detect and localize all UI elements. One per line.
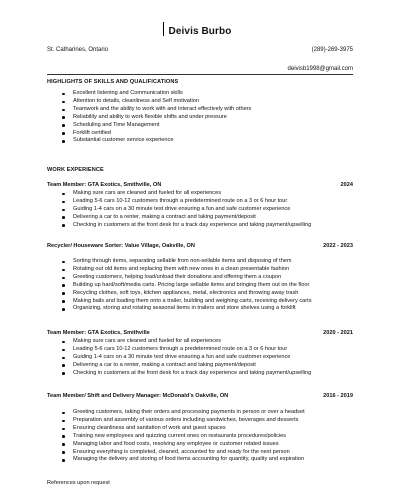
- list-item: Excellent listening and Communication skills: [60, 90, 360, 98]
- list-item: Teamwork and the ability to work with and interact effectively with others: [60, 106, 360, 114]
- phone-text: (289)-269-3975: [311, 47, 353, 53]
- contact-row: [47, 47, 353, 53]
- work-heading: WORK EXPERIENCE: [47, 167, 104, 173]
- list-item: Reliability and ability to work flexible shifts and under pressure: [60, 114, 360, 122]
- list-item: Managing the delivery and storing of food items accounting for quantity, quality and expiration: [60, 456, 360, 464]
- email-link[interactable]: deivisb1998@gmail.com: [287, 66, 353, 72]
- job-title: Team Member: GTA Exotics, Smithville, ON: [47, 182, 162, 188]
- job-header: [47, 243, 353, 249]
- list-item: Rotating out old items and replacing them with new ones in a clean presentable fashion: [60, 266, 360, 274]
- list-item: Checking in customers at the front desk for a track day experience and taking payment/upselling: [60, 370, 360, 378]
- job-duties-list: [60, 409, 360, 464]
- list-item: Ensuring cleanliness and sanitation of work and guest spaces: [60, 425, 360, 433]
- list-item: Making sure cars are cleaned and fueled for all experiences: [60, 338, 360, 346]
- list-item: Making bails and loading them onto a trailer, building and weighing carts, receiving delivery carts: [60, 298, 360, 306]
- job-duties-list: [60, 190, 360, 230]
- list-item: Forklift certified: [60, 130, 360, 138]
- list-item: Greeting customers, helping load/unload their donations and offering them a coupon: [60, 274, 360, 282]
- list-item: Delivering a car to a renter, making a contract and taking payment/deposit: [60, 214, 360, 222]
- list-item: Recycling clothes, soft toys, kitchen appliances, metal, electronics and throwing away trash: [60, 290, 360, 298]
- job-title: Team Member/ Shift and Delivery Manager: McDonald’s Oakville, ON: [47, 393, 229, 399]
- header-divider: [47, 74, 353, 75]
- list-item: Checking in customers at the front desk for a track day experience and taking payment/upselling: [60, 222, 360, 230]
- location-text: St. Catharines, Ontario: [47, 47, 109, 53]
- job-years: 2024: [340, 182, 353, 188]
- job-header: [47, 330, 353, 336]
- highlights-heading: HIGHLIGHTS OF SKILLS AND QUALIFICATIONS: [47, 79, 179, 85]
- list-item: Building up hard/soft/media carts. Pricing large sellable items and bringing them out on the floor: [60, 282, 360, 290]
- list-item: Delivering a car to a renter, making a contract and taking payment/deposit: [60, 362, 360, 370]
- list-item: Ensuring everything is completed, cleaned, accounted for and ready for the next person: [60, 449, 360, 457]
- list-item: Substantial customer service experience: [60, 137, 360, 145]
- list-item: Scheduling and Time Management: [60, 122, 360, 130]
- list-item: Leading 5-6 cars 10-12 customers through a predetermined route on a 3 or 6 hour tour: [60, 198, 360, 206]
- references-note: References upon request: [47, 480, 110, 486]
- job-duties-list: [60, 258, 360, 313]
- job-header: [47, 393, 353, 399]
- job-years: 2016 - 2019: [323, 393, 353, 399]
- job-years: 2022 - 2023: [323, 243, 353, 249]
- list-item: Greeting customers, taking their orders and processing payments in person or over a headset: [60, 409, 360, 417]
- list-item: Guiding 1-4 cars on a 30 minute test drive ensuring a fun and safe customer experience: [60, 206, 360, 214]
- list-item: Training new employees and quizzing current ones on restaurants procedures/policies: [60, 433, 360, 441]
- list-item: Guiding 1-4 cars on a 30 minute test drive ensuring a fun and safe customer experience: [60, 354, 360, 362]
- list-item: Attention to details, cleanliness and Self motivation: [60, 98, 360, 106]
- job-header: [47, 182, 353, 188]
- job-title: Team Member: GTA Exotics, Smithville: [47, 330, 150, 336]
- list-item: Sorting through items, separating sellable from non-sellable items and disposing of them: [60, 258, 360, 266]
- list-item: Managing labor and food costs, resolving any employee or customer related issues: [60, 441, 360, 449]
- job-title: Recycler/ Houseware Sorter: Value Village, Oakville, ON: [47, 243, 195, 249]
- job-years: 2020 - 2021: [323, 330, 353, 336]
- job-duties-list: [60, 338, 360, 378]
- list-item: Preparation and assembly of various orders including sandwiches, beverages and desserts: [60, 417, 360, 425]
- candidate-name: Deivis Burbo: [168, 26, 232, 37]
- list-item: Organizing, storing and rotating seasonal items in trailers and store shelves using a forklift: [60, 305, 360, 313]
- highlights-list: [60, 90, 360, 145]
- list-item: Making sure cars are cleaned and fueled for all experiences: [60, 190, 360, 198]
- list-item: Leading 5-6 cars 10-12 customers through a predetermined route on a 3 or 6 hour tour: [60, 346, 360, 354]
